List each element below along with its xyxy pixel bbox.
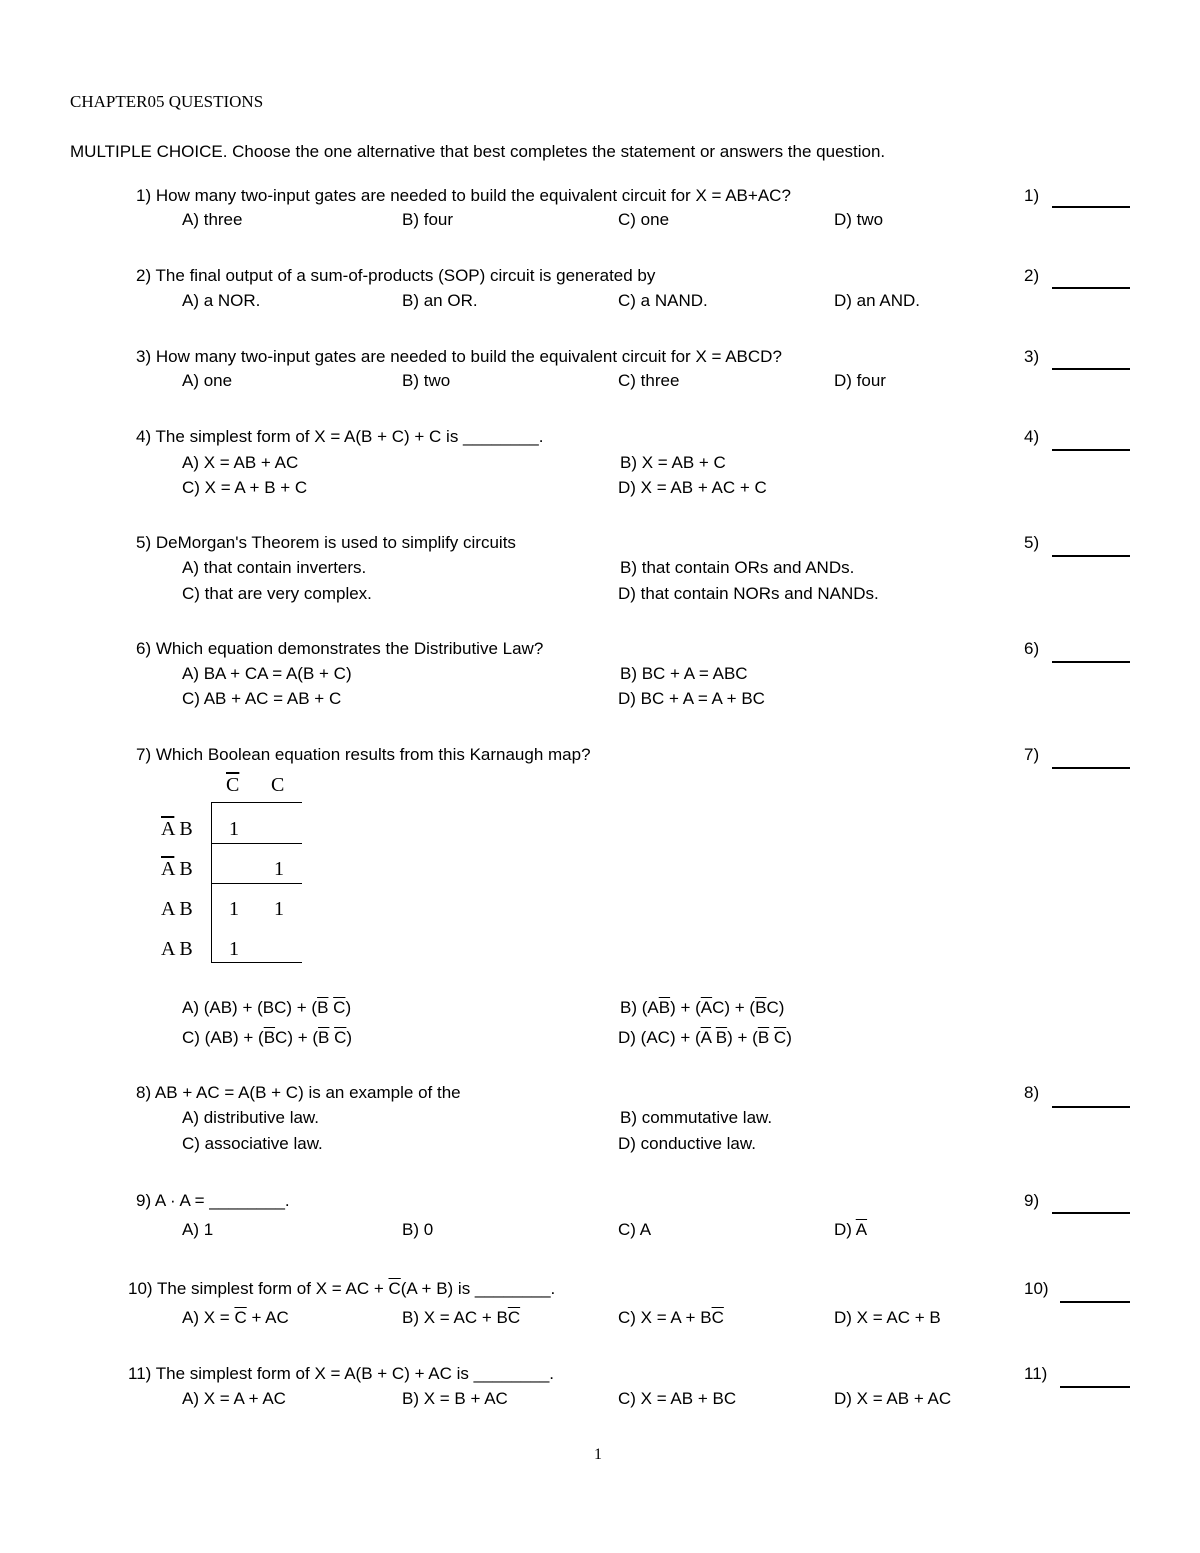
kmap-col-header-c-bar: $\overline{C}$ (226, 774, 240, 796)
answer-label: 7) (1024, 745, 1040, 764)
answer-blank[interactable] (1052, 661, 1130, 663)
choice-a[interactable]: A) a NOR. (182, 291, 261, 310)
choice-d[interactable]: D) $\overline{A}$ (834, 1220, 868, 1239)
kmap-row-header: $\overline{A}$ B (161, 858, 193, 880)
choice-b[interactable]: B) BC + A = ABC (620, 664, 748, 683)
answer-label: 3) (1024, 347, 1040, 366)
question-number: 10) (128, 1279, 153, 1298)
question-text: How many two-input gates are needed to build the equivalent circuit for X = ABCD? (155, 347, 782, 366)
kmap-line (211, 843, 302, 844)
question-text: The simplest form of X = A(B + C) + AC is ________. (155, 1364, 555, 1383)
choice-b[interactable]: B) X = AB + C (620, 453, 726, 472)
karnaugh-map (150, 770, 320, 970)
answer-blank[interactable] (1052, 368, 1130, 370)
question-number: 6) (136, 639, 152, 658)
choice-b[interactable]: B) 0 (402, 1220, 434, 1239)
choice-c[interactable]: C) A (618, 1220, 652, 1239)
choice-d[interactable]: D) that contain NORs and NANDs. (618, 584, 879, 603)
answer-blank[interactable] (1052, 449, 1130, 451)
kmap-cell: 1 (274, 898, 284, 920)
choice-c[interactable]: C) associative law. (182, 1134, 323, 1153)
answer-blank[interactable] (1052, 1106, 1130, 1108)
choice-d[interactable]: D) X = AC + B (834, 1308, 941, 1327)
question-text: The simplest form of X = A(B + C) + C is ________. (155, 427, 544, 446)
choice-c[interactable]: C) three (618, 371, 680, 390)
answer-blank[interactable] (1052, 767, 1130, 769)
question-number: 1) (136, 186, 152, 205)
answer-blank[interactable] (1052, 206, 1130, 208)
choice-a[interactable]: A) BA + CA = A(B + C) (182, 664, 352, 683)
answer-label: 10) (1024, 1279, 1049, 1298)
choice-b[interactable]: B) an OR. (402, 291, 478, 310)
question-number: 5) (136, 533, 152, 552)
question-text: A · A = ________. (154, 1191, 290, 1210)
choice-a[interactable]: A) distributive law. (182, 1108, 319, 1127)
kmap-line (211, 962, 302, 963)
question-text: AB + AC = A(B + C) is an example of the (154, 1083, 461, 1102)
kmap-cell: 1 (229, 938, 239, 960)
choice-d[interactable]: D) $(AC) + (\overline{A}$ $\overline{B}) + (\overline{B}$ $\overline{C}$) (618, 1028, 792, 1047)
choice-b[interactable]: B) that contain ORs and ANDs. (620, 558, 855, 577)
kmap-cell: 1 (229, 898, 239, 920)
choice-c[interactable]: C) one (618, 210, 670, 229)
answer-label: 9) (1024, 1191, 1040, 1210)
answer-blank[interactable] (1060, 1386, 1130, 1388)
question-number: 9) (136, 1191, 152, 1210)
kmap-cell: 1 (274, 858, 284, 880)
choice-d[interactable]: D) an AND. (834, 291, 920, 310)
answer-blank[interactable] (1052, 287, 1130, 289)
question-text: Which equation demonstrates the Distributive Law? (155, 639, 544, 658)
choice-a[interactable]: A) $(AB) + (BC) + (\overline{B}$ $\overline{C}$) (182, 998, 352, 1017)
kmap-line (211, 802, 302, 803)
choice-c[interactable]: C) $X = A + B\overline{C}$ (618, 1308, 724, 1327)
question-number: 2) (136, 266, 152, 285)
question-number: 4) (136, 427, 152, 446)
choice-d[interactable]: D) BC + A = A + BC (618, 689, 765, 708)
choice-a[interactable]: A) one (182, 371, 233, 390)
choice-c[interactable]: C) that are very complex. (182, 584, 372, 603)
choice-b[interactable]: B) X = AC + $B\overline{C}$ (402, 1308, 521, 1327)
kmap-line (211, 883, 302, 884)
kmap-row-header: A B (161, 938, 193, 960)
kmap-cell: 1 (229, 818, 239, 840)
question-number: 8) (136, 1083, 152, 1102)
question-text: How many two-input gates are needed to build the equivalent circuit for X = AB+AC? (155, 186, 791, 205)
choice-d[interactable]: D) X = AB + AC (834, 1389, 952, 1408)
choice-a[interactable]: A) X = A + AC (182, 1389, 286, 1408)
choice-b[interactable]: B) X = B + AC (402, 1389, 508, 1408)
question-text: The simplest form of X = AC + $\overline{C}(A + B)$ is ________. (157, 1279, 556, 1298)
choice-c[interactable]: C) a NAND. (618, 291, 708, 310)
kmap-line (211, 802, 212, 962)
choice-b[interactable]: B) four (402, 210, 454, 229)
choice-a[interactable]: A) that contain inverters. (182, 558, 367, 577)
chapter-title: CHAPTER05 QUESTIONS (70, 92, 264, 111)
answer-label: 11) (1024, 1364, 1048, 1383)
choice-d[interactable]: D) two (834, 210, 884, 229)
answer-blank[interactable] (1052, 1212, 1130, 1214)
kmap-row-header: $\overline{A}$ B (161, 818, 193, 840)
choice-d[interactable]: D) conductive law. (618, 1134, 756, 1153)
page-number: 1 (594, 1446, 602, 1463)
choice-b[interactable]: B) $(A\overline{B}) + (\overline{A}C) + (\overline{B}C)$ (620, 998, 785, 1017)
kmap-row-header: A B (161, 898, 193, 920)
answer-label: 4) (1024, 427, 1040, 446)
kmap-col-header-c: C (271, 774, 285, 796)
answer-blank[interactable] (1060, 1301, 1130, 1303)
choice-c[interactable]: C) $(AB) + (\overline{B}C) + (\overline{B}$ $\overline{C}$) (182, 1028, 353, 1047)
question-text: DeMorgan's Theorem is used to simplify circuits (155, 533, 516, 552)
choice-c[interactable]: C) X = A + B + C (182, 478, 308, 497)
choice-c[interactable]: C) X = AB + BC (618, 1389, 737, 1408)
answer-label: 6) (1024, 639, 1040, 658)
choice-d[interactable]: D) X = AB + AC + C (618, 478, 767, 497)
question-number: 3) (136, 347, 152, 366)
question-number: 7) (136, 745, 152, 764)
choice-b[interactable]: B) commutative law. (620, 1108, 773, 1127)
answer-label: 1) (1024, 186, 1040, 205)
choice-c[interactable]: C) AB + AC = AB + C (182, 689, 342, 708)
question-text: Which Boolean equation results from this Karnaugh map? (155, 745, 591, 764)
answer-blank[interactable] (1052, 555, 1130, 557)
question-text: The final output of a sum-of-products (SOP) circuit is generated by (155, 266, 656, 285)
instructions: MULTIPLE CHOICE. Choose the one alternative that best completes the statement or answers the question. (70, 142, 886, 161)
choice-b[interactable]: B) two (402, 371, 451, 390)
choice-d[interactable]: D) four (834, 371, 886, 390)
answer-label: 2) (1024, 266, 1040, 285)
choice-a[interactable]: A) $X = \overline{C}$ + AC (182, 1308, 289, 1327)
question-number: 11) (128, 1364, 152, 1383)
choice-a[interactable]: A) X = AB + AC (182, 453, 299, 472)
choice-a[interactable]: A) 1 (182, 1220, 214, 1239)
answer-label: 8) (1024, 1083, 1040, 1102)
choice-a[interactable]: A) three (182, 210, 243, 229)
answer-label: 5) (1024, 533, 1040, 552)
